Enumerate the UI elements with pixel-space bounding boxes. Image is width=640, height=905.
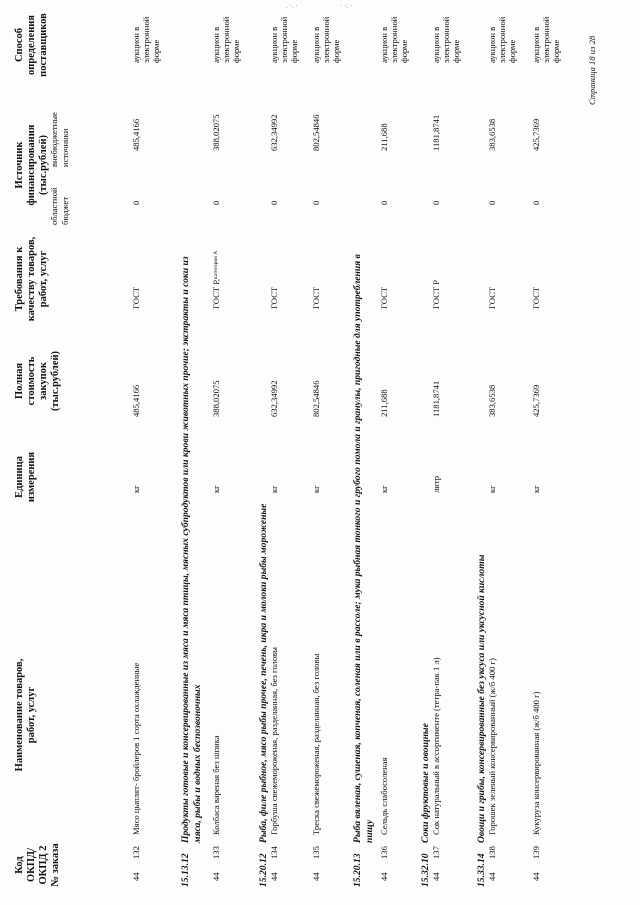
row-method: форме (451, 39, 461, 63)
row-method: электронной (221, 16, 231, 63)
header-code-line: № заказа (50, 843, 61, 887)
row-name: Мясо цыплят- бройлеров 1 сорта охлажденные (131, 662, 141, 835)
header-cost-line: (тыс.рублей) (50, 350, 61, 412)
row-name: Горошек зеленый консервированный (ж/б 400 г) (487, 658, 497, 835)
row-quality: ГОСТ (487, 286, 497, 309)
row-source-oblast: 0 (431, 200, 441, 205)
section-code: 15.20.13 (352, 853, 363, 887)
row-name: Колбаса вареная без шпика (211, 735, 221, 835)
row-source-other: 388,02075 (211, 114, 221, 151)
row-source-oblast: 0 (311, 200, 321, 205)
header-method-line: Способ (14, 27, 25, 63)
section-title: Продукты готовые и консервированные из мяса и мяса птицы, мясных субпродуктов или крови животных прочие; экстракты и соки из (180, 256, 191, 843)
row-quality: ГОСТ Р (431, 280, 441, 309)
row-name: Горбуша свежемороженая, разделанная, без головы (269, 647, 279, 835)
row-cost: 383,6538 (487, 384, 497, 417)
row-number: 139 (531, 846, 541, 859)
header-method-line: определения (26, 15, 37, 75)
row-source-other: 425,7369 (531, 118, 541, 151)
section-title: Соки фруктовые и овощные (420, 723, 431, 843)
header-source-line: финансирования (26, 124, 37, 206)
header-unit-line: измерения (26, 451, 37, 503)
row-name: Кукуруза консервированная (ж/б 400 г) (531, 691, 541, 835)
header-source-other: источники (60, 128, 70, 167)
row-source-oblast: 0 (211, 200, 221, 205)
row-source-oblast: 0 (531, 200, 541, 205)
row-source-other: 632,34992 (269, 114, 279, 151)
row-method: электронной (321, 16, 331, 63)
header-cost-line: стоимость (26, 356, 37, 406)
row-source-other: 1181,8741 (431, 114, 441, 151)
row-source-oblast: 0 (487, 200, 497, 205)
row-cost: 425,7369 (531, 384, 541, 417)
row-method: аукцион в (269, 26, 279, 63)
row-source-oblast: 0 (131, 200, 141, 205)
header-unit-line: Единица (14, 456, 25, 498)
row-unit: литр (431, 475, 441, 493)
row-method: аукцион в (211, 26, 221, 63)
row-cost: 802,54846 (311, 380, 321, 417)
row-method: форме (289, 39, 299, 63)
row-method: аукцион в (131, 26, 141, 63)
row-number: 138 (487, 846, 497, 859)
row-source-other: 383,6538 (487, 118, 497, 151)
header-code-line: ОКПД 2 (38, 845, 49, 885)
row-method: форме (551, 39, 561, 63)
row-code: 44 (431, 872, 441, 881)
section-title: Рыба вяленая, сушеная, копченая, соленая или в рассоле; мука рыбная тонкого и грубого помола и гранулы, пригодные для употребления в (352, 254, 363, 843)
row-quality: ГОСТ (531, 286, 541, 309)
row-cost: 485,4166 (131, 384, 141, 417)
row-method: аукцион в (531, 26, 541, 63)
header-quality-line: Требования к (14, 246, 25, 312)
section-code: 15.32.10 (420, 853, 431, 887)
row-cost: 211,688 (379, 389, 389, 417)
row-code: 44 (211, 872, 221, 881)
header-quality-line: качеству товаров, (26, 236, 37, 322)
section-title: Рыба, филе рыбное, мясо рыбы прочее, печень, икра и молоки рыбы мороженые (258, 503, 269, 843)
section-title: мяса, рыбы и водных беспозвоночных (192, 684, 203, 843)
row-cost: 1181,8741 (431, 380, 441, 417)
header-source-other: внебюджетные (49, 112, 59, 167)
row-code: 44 (379, 872, 389, 881)
row-source-other: 485,4166 (131, 118, 141, 151)
header-cost-line: Полная (14, 362, 25, 400)
header-name-line: Наименование товаров, (14, 658, 25, 772)
row-number: 135 (311, 846, 321, 859)
row-source-other: 211,688 (379, 123, 389, 151)
row-unit: кг (211, 485, 221, 493)
row-method: аукцион в (379, 26, 389, 63)
row-method: аукцион в (431, 26, 441, 63)
row-unit: кг (487, 485, 497, 493)
row-method: форме (151, 39, 161, 63)
row-unit: кг (531, 485, 541, 493)
header-source-line: Источник (14, 141, 25, 189)
header-source-oblast: бюджет (60, 196, 70, 225)
section-code: 15.20.12 (258, 853, 269, 887)
row-quality-note: категория А (213, 250, 219, 279)
row-method: электронной (541, 16, 551, 63)
row-source-oblast: 0 (379, 200, 389, 205)
row-quality: ГОСТ (131, 286, 141, 309)
header-quality-line: работ, услуг (38, 250, 49, 308)
row-method: электронной (389, 16, 399, 63)
row-name: Треска свежемороженая, разделанная, без головы (311, 653, 321, 835)
row-unit: кг (379, 485, 389, 493)
header-source-oblast: областной (49, 187, 59, 225)
row-number: 137 (431, 846, 441, 859)
row-number: 133 (211, 846, 221, 859)
row-unit: кг (311, 485, 321, 493)
row-code: 44 (131, 872, 141, 881)
row-method: форме (231, 39, 241, 63)
header-code-line: Код (14, 856, 25, 874)
row-number: 136 (379, 846, 389, 859)
row-code: 44 (487, 872, 497, 881)
row-method: электронной (441, 16, 451, 63)
row-method: аукцион в (487, 26, 497, 63)
section-code: 15.13.12 (180, 853, 191, 887)
section-title: Овощи и грибы, консервированные без уксуса или уксусной кислоты (476, 554, 487, 843)
row-code: 44 (531, 872, 541, 881)
row-quality: ГОСТ (379, 286, 389, 309)
row-method: электронной (279, 16, 289, 63)
row-method: форме (399, 39, 409, 63)
row-method: форме (331, 39, 341, 63)
section-title: пищу (364, 819, 375, 843)
row-quality: ГОСТ (269, 286, 279, 309)
page-number: Страница 18 из 28 (587, 35, 597, 105)
header-source-line: (тыс.рублей) (38, 134, 49, 196)
row-method: форме (507, 39, 517, 63)
row-number: 134 (269, 846, 279, 859)
row-code: 44 (311, 872, 321, 881)
row-method: аукцион в (311, 26, 321, 63)
row-source-oblast: 0 (269, 200, 279, 205)
row-code: 44 (269, 872, 279, 881)
row-number: 132 (131, 846, 141, 859)
row-cost: 632,34992 (269, 380, 279, 417)
row-cost: 388,02075 (211, 380, 221, 417)
row-name: Сельдь слабосоленая (379, 757, 389, 835)
header-name-line: работ, услуг (26, 686, 37, 744)
row-name: Сок натуральный в ассортименте (тетра-пак 1 л) (431, 657, 441, 835)
row-quality: ГОСТ (311, 286, 321, 309)
scanned-page: . ·. · · ·. · Код ОКПД/ ОКПД 2 № заказа Наименование товаров, работ, услуг Единица измерения Полная стоимость закупок (тыс.рублей) Требования к качеству товаров, работ, услуг Источник финансирования (тыс.рублей) Способ определения поставщиков областной бюджет внебюджетные источники 44 132 Мясо цыплят- бройлеров 1 сорта охлажденные кг 485,4166 ГОСТ 0 485,4166 аукцион в электронной форме 15.13.12 Продукты готовые и консервированные из мяса и мяса птицы, мясных субпродуктов или крови животных прочие; экстракты и соки из мяса, рыбы и водных беспозвоночных 44 133 Колбаса вареная без шпика кг 388,02075 ГОСТ Р, категория А 0 388,02075 аукцион в электронной форме 15.20.12 Рыба, филе рыбное, мясо рыбы прочее, печень, икра и молоки рыбы мороженые 44 134 Горбуша свежемороженая, разделанная, без головы кг 632,34992 ГОСТ 0 632,34992 аукцион в электронной форме 44 135 Треска свежемороженая, разделанная, без головы кг 802,54846 ГОСТ 0 802,54846 аукцион в электронной форме 15.20.13 Рыба вяленая, сушеная, копченая, соленая или в рассоле; мука рыбная тонкого и грубого помола и гранулы, пригодные для употребления в пищу 44 136 Сельдь слабосоленая кг 211,688 ГОСТ 0 211,688 аукцион в электронной форме 15.32.10 Соки фруктовые и овощные 44 137 Сок натуральный в ассортименте (тетра-пак 1 л) литр 1181,8741 ГОСТ Р 0 1181,8741 аукцион в электронной форме 15.33.14 Овощи и грибы, консервированные без уксуса или уксусной кислоты 44 138 Горошек зеленый консервированный (ж/б 400 г) кг 383,6538 ГОСТ 0 383,6538 аукцион в электронной форме 44 139 Кукуруза консервированная (ж/б 400 г) кг 425,7369 ГОСТ 0 425,7369 аукцион в электронной форме Страница 18 из 28 (0, 0, 640, 905)
section-code: 15.33.14 (476, 853, 487, 887)
row-source-other: 802,54846 (311, 114, 321, 151)
row-unit: кг (131, 485, 141, 493)
header-method-line: поставщиков (38, 13, 49, 77)
row-method: электронной (497, 16, 507, 63)
row-quality: ГОСТ Р, (211, 278, 221, 309)
header-code-line: ОКПД/ (26, 847, 37, 883)
header-cost-line: закупок (38, 362, 49, 400)
row-method: электронной (141, 16, 151, 63)
row-unit: кг (269, 485, 279, 493)
